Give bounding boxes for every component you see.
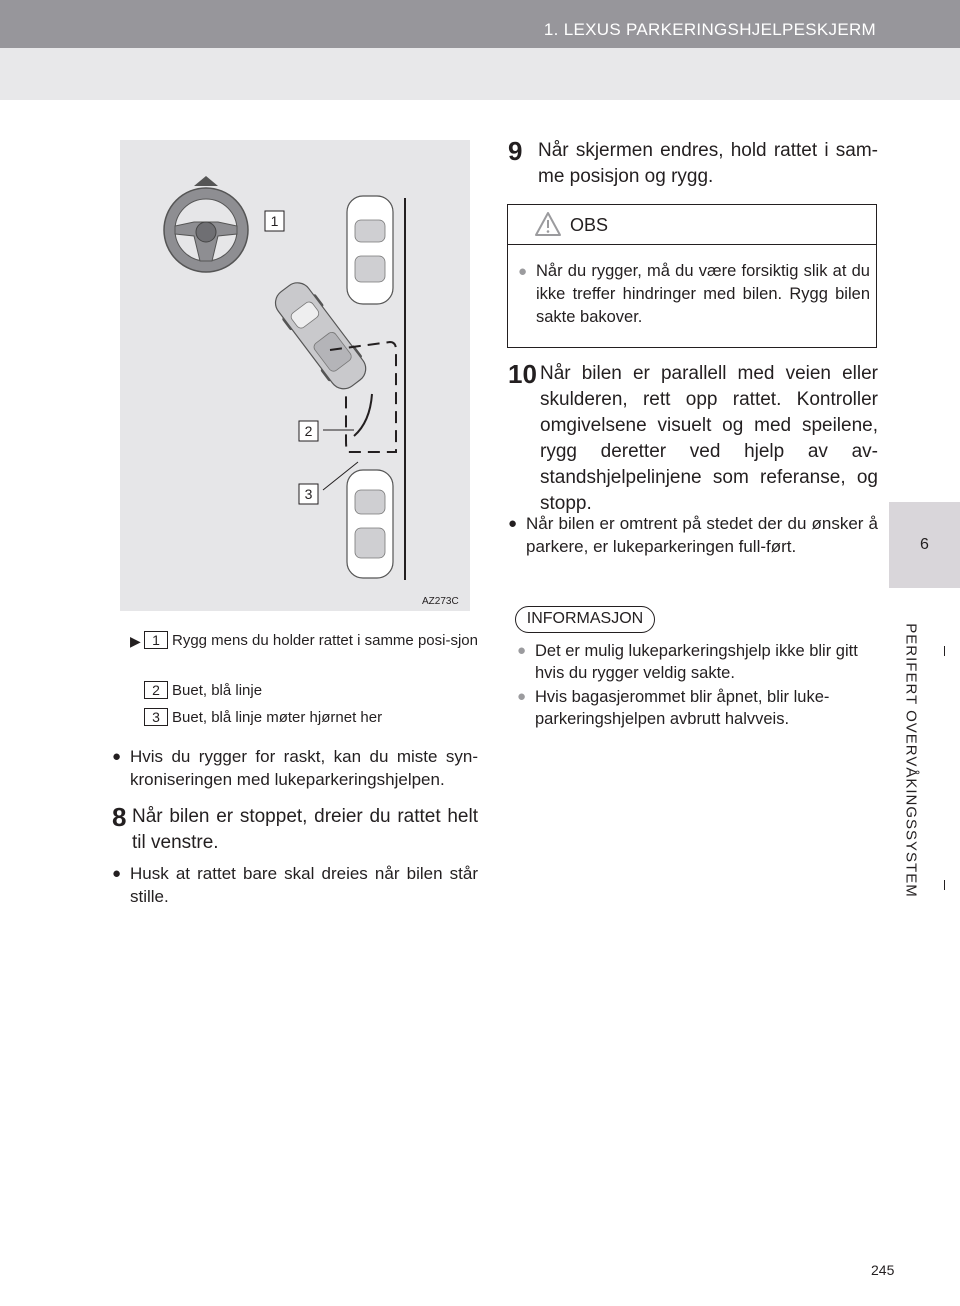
legend-item: [130, 631, 479, 651]
callout-label-3: 3: [304, 486, 313, 502]
step-8: [112, 804, 478, 856]
callout-label-2: 2: [304, 423, 313, 439]
warning-triangle-icon: [534, 211, 562, 237]
legend-number: 3: [144, 708, 168, 726]
legend-number: 1: [144, 631, 168, 649]
bullet-dot-icon: ●: [112, 865, 122, 882]
bullet-paragraph: ● Hvis du rygger for raskt, kan du miste syn-kroniseringen med lukeparkeringshjelpen.: [112, 747, 478, 789]
callout-label-1: 1: [270, 213, 279, 229]
page-number: 245: [871, 1262, 895, 1278]
info-badge: INFORMASJON: [515, 606, 655, 633]
parking-diagram: [120, 140, 470, 611]
step-9: [508, 138, 878, 190]
legend-number: 2: [144, 681, 168, 699]
caution-header: [508, 205, 876, 245]
bullet-dot-icon: ●: [517, 642, 527, 659]
step-10: [508, 361, 878, 517]
bullet-paragraph: ● Når bilen er omtrent på stedet der du ønsker å parkere, er lukeparkeringen full-ført.: [508, 514, 878, 556]
legend-text: Rygg mens du holder rattet i samme posi-sjon: [172, 632, 478, 649]
section-title: 1. LEXUS PARKERINGSHJELPESKJERM: [543, 20, 876, 39]
step-number: 8: [112, 802, 127, 832]
step-text: Når bilen er parallell med veien eller skulderen, rett opp rattet. Kontroller omgivelsene visuelt og med speilene, rygg deretter ved hjelp av av-standshjelpelinjene som referanse, og stopp.: [540, 363, 878, 514]
bullet-dot-icon: ●: [112, 748, 122, 765]
caution-item: ● Når du rygger, må du være forsiktig slik at du ikke treffer hindringer med bilen. Rygg bilen sakte bakover.: [518, 260, 870, 329]
chapter-label: PERIFERT OVERVÅKINGSSYSTEM: [902, 622, 920, 898]
parked-car-front: [347, 196, 393, 304]
header-subband: [0, 48, 960, 100]
legend-text: Buet, blå linje: [172, 682, 263, 699]
bullet-dot-icon: ●: [518, 263, 528, 280]
bullet-dot-icon: ●: [517, 688, 527, 705]
step-number: 9: [508, 136, 523, 166]
chapter-number: 6: [920, 536, 929, 553]
chapter-tab: [889, 502, 960, 588]
parking-illustration: [120, 140, 470, 611]
curved-guide-line: [354, 394, 372, 436]
legend-item: [130, 681, 479, 700]
legend-text: Buet, blå linje møter hjørnet her: [172, 709, 383, 726]
parked-car-rear: [347, 470, 393, 578]
caution-box: [507, 204, 877, 348]
caution-title: OBS: [570, 215, 609, 235]
info-item: ● Det er mulig lukeparkeringshjelp ikke blir gitt hvis du rygger veldig sakte.: [517, 642, 858, 682]
figure-code: AZ273C: [422, 596, 459, 607]
bullet-paragraph: ● Husk at rattet bare skal dreies når bilen står stille.: [112, 864, 478, 906]
arrow-right-icon: ▶: [130, 633, 141, 649]
step-number: 10: [508, 359, 537, 389]
bullet-dot-icon: ●: [508, 515, 518, 532]
info-item: ● Hvis bagasjerommet blir åpnet, blir luke-parkeringshjelpen avbrutt halvveis.: [517, 688, 830, 728]
step-text: Når skjermen endres, hold rattet i sam-me posisjon og rygg.: [538, 140, 878, 187]
side-tick-mark: [944, 646, 945, 656]
steering-wheel-icon: [164, 176, 248, 272]
side-tick-mark: [944, 880, 945, 890]
step-text: Når bilen er stoppet, dreier du rattet helt til venstre.: [132, 806, 478, 853]
legend-item: [130, 708, 479, 727]
